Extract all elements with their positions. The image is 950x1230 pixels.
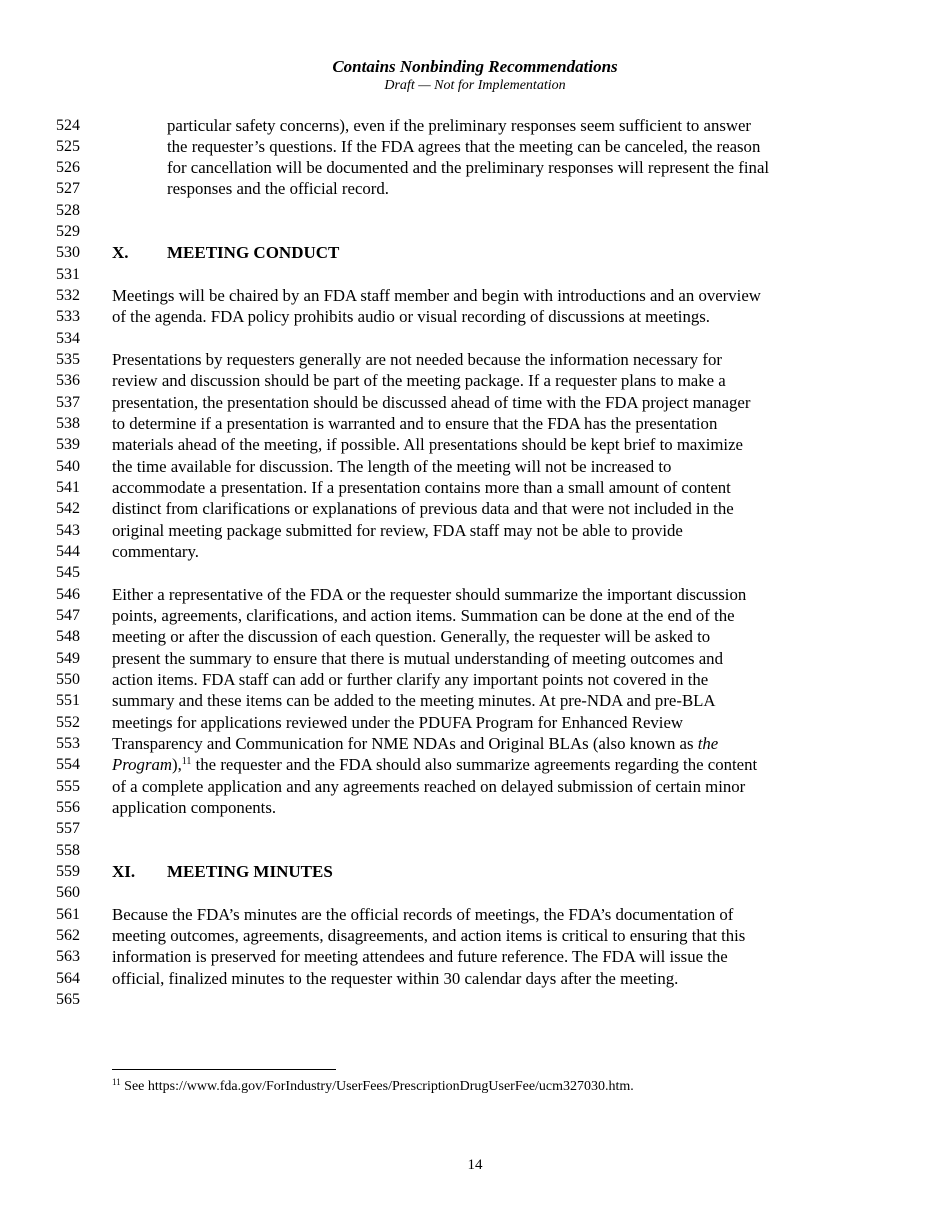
text-line	[112, 392, 750, 413]
line-number: 554	[56, 756, 80, 774]
line-number: 531	[56, 265, 80, 283]
line-number: 564	[56, 969, 80, 987]
text-run: responses and the official record.	[167, 179, 389, 199]
text-run: Transparency and Communication for NME NDAs and Original BLAs (also known as	[112, 734, 698, 754]
text-run: to determine if a presentation is warranted and to ensure that the FDA has the presentation	[112, 414, 718, 434]
text-line	[112, 690, 716, 711]
text-run: of the agenda. FDA policy prohibits audio or visual recording of discussions at meetings.	[112, 307, 710, 327]
text-run: meeting or after the discussion of each question. Generally, the requester will be asked to	[112, 627, 711, 647]
line-number: 557	[56, 820, 80, 838]
line-number: 551	[56, 692, 80, 710]
section-heading	[112, 861, 333, 882]
line-number: 550	[56, 671, 80, 689]
line-number: 541	[56, 479, 80, 497]
text-line	[112, 968, 678, 989]
page-number: 14	[467, 1157, 483, 1173]
text-line	[112, 776, 745, 797]
line-number: 529	[56, 223, 80, 241]
text-line	[112, 477, 731, 498]
text-run: ),	[171, 755, 182, 775]
text-run: Either a representative of the FDA or the requester should summarize the important discussion	[112, 584, 747, 604]
footnote-text[interactable]: See https://www.fda.gov/ForIndustry/UserFees/PrescriptionDrugUserFee/ucm327030.htm.	[120, 1079, 634, 1094]
text-line	[167, 115, 751, 136]
text-line	[112, 733, 718, 754]
text-line	[112, 797, 276, 818]
line-number: 560	[56, 884, 80, 902]
line-number: 558	[56, 841, 80, 859]
text-line	[167, 136, 760, 157]
line-number: 555	[56, 777, 80, 795]
footnote	[112, 1078, 634, 1096]
line-number: 540	[56, 457, 80, 475]
text-run: the requester’s questions. If the FDA agrees that the meeting can be canceled, the reason	[167, 136, 761, 156]
text-line	[112, 349, 722, 370]
line-number: 556	[56, 799, 80, 817]
text-run: MEETING CONDUCT	[167, 243, 340, 263]
text-run: materials ahead of the meeting, if possible. All presentations should be kept brief to maximize	[112, 435, 743, 455]
text-line	[112, 541, 199, 562]
text-run: original meeting package submitted for review, FDA staff may not be able to provide	[112, 520, 683, 540]
line-number: 549	[56, 649, 80, 667]
text-run: MEETING MINUTES	[167, 862, 333, 882]
line-number: 543	[56, 521, 80, 539]
text-run: Meetings will be chaired by an FDA staff member and begin with introductions and an overview	[112, 286, 761, 306]
section-number: XI.	[112, 862, 136, 882]
text-run: action items. FDA staff can add or further clarify any important points not covered in the	[112, 670, 709, 690]
line-number: 535	[56, 351, 80, 369]
line-number: 533	[56, 308, 80, 326]
text-run: application components.	[112, 798, 277, 818]
text-line	[112, 413, 717, 434]
text-line	[112, 605, 735, 626]
line-number: 545	[56, 564, 80, 582]
running-header-subtitle: Draft — Not for Implementation	[384, 78, 566, 93]
text-run: Presentations by requesters generally are not needed because the information necessary for	[112, 350, 722, 370]
line-number: 525	[56, 137, 80, 155]
line-number: 527	[56, 180, 80, 198]
text-line	[112, 712, 683, 733]
text-line	[112, 584, 746, 605]
text-run: particular safety concerns), even if the preliminary responses seem sufficient to answer	[167, 115, 752, 135]
line-number: 524	[56, 116, 80, 134]
line-number: 528	[56, 201, 80, 219]
footnote-mark: 11	[112, 1077, 121, 1087]
italic-text: the	[697, 734, 719, 754]
section-heading	[112, 242, 339, 263]
text-line	[112, 946, 728, 967]
text-run: meetings for applications reviewed under the PDUFA Program for Enhanced Review	[112, 712, 684, 732]
line-number: 562	[56, 927, 80, 945]
line-number: 563	[56, 948, 80, 966]
section-number: X.	[112, 243, 129, 263]
text-line	[167, 157, 769, 178]
text-line	[112, 904, 733, 925]
line-number: 530	[56, 244, 80, 262]
line-number: 537	[56, 393, 80, 411]
text-run: accommodate a presentation. If a presentation contains more than a small amount of content	[112, 478, 731, 498]
line-number: 565	[56, 991, 80, 1009]
line-number: 544	[56, 543, 80, 561]
text-run: review and discussion should be part of the meeting package. If a requester plans to make a	[112, 371, 726, 391]
line-number: 552	[56, 713, 80, 731]
line-number: 534	[56, 329, 80, 347]
text-run: the requester and the FDA should also summarize agreements regarding the content	[191, 755, 758, 775]
text-line	[112, 925, 745, 946]
text-run: presentation, the presentation should be discussed ahead of time with the FDA project manager	[112, 392, 751, 412]
line-number: 548	[56, 628, 80, 646]
running-header-title: Contains Nonbinding Recommendations	[332, 57, 618, 76]
text-run: official, finalized minutes to the requester within 30 calendar days after the meeting.	[112, 968, 679, 988]
line-number: 561	[56, 905, 80, 923]
text-line	[112, 626, 710, 647]
footnote-separator	[112, 1069, 336, 1070]
footnote-reference[interactable]: 11	[181, 756, 192, 768]
text-run: distinct from clarifications or explanations of previous data and that were not included in the	[112, 499, 734, 519]
text-run: meeting outcomes, agreements, disagreements, and action items is critical to ensuring that this	[112, 926, 746, 946]
text-run: of a complete application and any agreements reached on delayed submission of certain minor	[112, 776, 746, 796]
text-line	[167, 178, 389, 199]
line-number: 539	[56, 436, 80, 454]
line-number: 559	[56, 863, 80, 881]
text-line	[112, 520, 683, 541]
text-line	[112, 754, 757, 775]
text-run: for cancellation will be documented and the preliminary responses will represent the final	[167, 158, 770, 178]
line-number: 553	[56, 735, 80, 753]
line-number: 536	[56, 372, 80, 390]
text-line	[112, 648, 723, 669]
line-number: 538	[56, 415, 80, 433]
text-run: summary and these items can be added to the meeting minutes. At pre-NDA and pre-BLA	[112, 691, 716, 711]
text-run: commentary.	[112, 542, 199, 562]
text-line	[112, 306, 710, 327]
text-run: points, agreements, clarifications, and action items. Summation can be done at the end of the	[112, 606, 735, 626]
text-line	[112, 370, 726, 391]
text-line	[112, 498, 734, 519]
line-number: 547	[56, 607, 80, 625]
text-run: present the summary to ensure that there is mutual understanding of meeting outcomes and	[112, 648, 723, 668]
text-line	[112, 434, 743, 455]
text-run: the time available for discussion. The length of the meeting will not be increased to	[112, 456, 672, 476]
text-line	[112, 285, 761, 306]
line-number: 526	[56, 159, 80, 177]
line-number: 542	[56, 500, 80, 518]
line-number: 532	[56, 287, 80, 305]
text-run: Because the FDA’s minutes are the official records of meetings, the FDA’s documentation of	[112, 904, 734, 924]
line-number: 546	[56, 585, 80, 603]
text-run: information is preserved for meeting attendees and future reference. The FDA will issue the	[112, 947, 728, 967]
italic-text: Program	[112, 755, 172, 775]
text-line	[112, 456, 671, 477]
text-line	[112, 669, 708, 690]
